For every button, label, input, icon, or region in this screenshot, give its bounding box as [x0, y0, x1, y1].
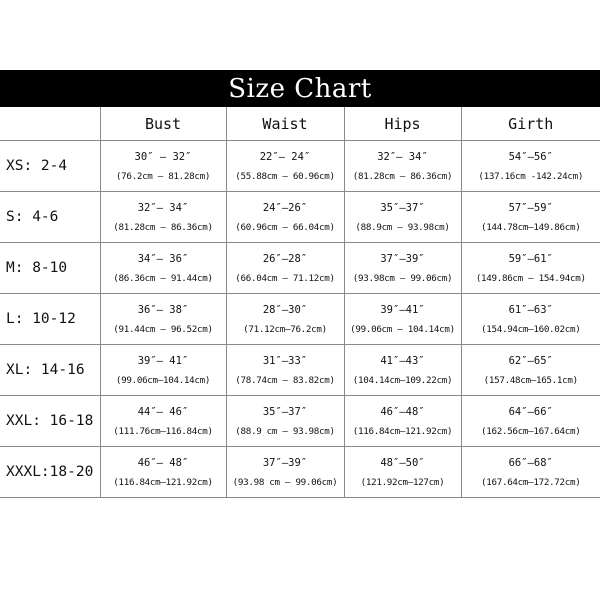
waist-cell — [226, 447, 344, 498]
inch-range: 66″–68″ — [508, 456, 553, 469]
table-row — [0, 192, 600, 243]
cm-range: (88.9cm – 93.98cm) — [355, 221, 450, 233]
inch-range: 62″–65″ — [508, 354, 553, 367]
inch-range: 57″–59″ — [508, 201, 553, 214]
table-row — [0, 396, 600, 447]
chart-title: Size Chart — [0, 70, 600, 107]
cm-range: (137.16cm -142.24cm) — [478, 170, 584, 182]
hips-cell — [344, 192, 461, 243]
waist-cell — [226, 243, 344, 294]
bust-cell — [100, 447, 226, 498]
inch-range: 39″–41″ — [380, 303, 425, 316]
inch-range: 36″– 38″ — [137, 303, 189, 316]
bust-cell — [100, 396, 226, 447]
table-header-row — [0, 107, 600, 141]
girth-cell — [461, 192, 600, 243]
inch-range: 31″–33″ — [262, 354, 308, 367]
cm-range: (104.14cm–109.22cm) — [352, 374, 453, 386]
cm-range: (116.84cm–121.92cm) — [352, 425, 453, 437]
header-waist: Waist — [226, 107, 344, 141]
size-label: S: 4-6 — [0, 192, 100, 243]
girth-cell — [461, 396, 600, 447]
hips-cell — [344, 447, 461, 498]
cm-range: (154.94cm–160.02cm) — [481, 323, 581, 335]
header-size — [0, 107, 100, 141]
size-label: XXXL:18-20 — [0, 447, 100, 498]
cm-range: (93.98 cm – 99.06cm) — [232, 476, 338, 488]
inch-range: 39″– 41″ — [137, 354, 189, 367]
waist-cell — [226, 192, 344, 243]
bust-cell — [100, 141, 226, 192]
girth-cell — [461, 294, 600, 345]
inch-range: 46″– 48″ — [137, 456, 189, 469]
cm-range: (91.44cm – 96.52cm) — [113, 323, 213, 335]
girth-cell — [461, 447, 600, 498]
inch-range: 35″–37″ — [262, 405, 308, 418]
size-table — [0, 107, 600, 498]
waist-cell — [226, 141, 344, 192]
inch-range: 37″–39″ — [380, 252, 425, 265]
cm-range: (93.98cm – 99.06cm) — [352, 272, 453, 284]
size-label: XS: 2-4 — [0, 141, 100, 192]
header-hips: Hips — [344, 107, 461, 141]
inch-range: 61″–63″ — [508, 303, 553, 316]
size-label: XXL: 16-18 — [0, 396, 100, 447]
inch-range: 32″– 34″ — [137, 201, 189, 214]
cm-range: (66.04cm – 71.12cm) — [235, 272, 335, 284]
inch-range: 26″–28″ — [262, 252, 308, 265]
size-label: M: 8-10 — [0, 243, 100, 294]
size-chart — [0, 70, 600, 498]
inch-range: 48″–50″ — [380, 456, 425, 469]
cm-range: (149.86cm – 154.94cm) — [475, 272, 586, 284]
inch-range: 59″–61″ — [508, 252, 553, 265]
bust-cell — [100, 243, 226, 294]
header-bust: Bust — [100, 107, 226, 141]
hips-cell — [344, 345, 461, 396]
cm-range: (86.36cm – 91.44cm) — [113, 272, 213, 284]
bust-cell — [100, 345, 226, 396]
table-row — [0, 294, 600, 345]
cm-range: (71.12cm–76.2cm) — [243, 323, 327, 335]
inch-range: 44″– 46″ — [137, 405, 189, 418]
girth-cell — [461, 243, 600, 294]
cm-range: (76.2cm – 81.28cm) — [115, 170, 211, 182]
cm-range: (121.92cm–127cm) — [360, 476, 445, 488]
inch-range: 28″–30″ — [262, 303, 308, 316]
bust-cell — [100, 294, 226, 345]
cm-range: (99.06cm – 104.14cm) — [350, 323, 455, 335]
cm-range: (162.56cm–167.64cm) — [481, 425, 581, 437]
inch-range: 30″ – 32″ — [134, 150, 192, 163]
cm-range: (81.28cm – 86.36cm) — [352, 170, 453, 182]
inch-range: 54″–56″ — [508, 150, 553, 163]
inch-range: 46″–48″ — [380, 405, 425, 418]
table-row — [0, 447, 600, 498]
hips-cell — [344, 294, 461, 345]
inch-range: 41″–43″ — [380, 354, 425, 367]
waist-cell — [226, 294, 344, 345]
cm-range: (144.78cm–149.86cm) — [481, 221, 581, 233]
cm-range: (167.64cm–172.72cm) — [481, 476, 581, 488]
girth-cell — [461, 141, 600, 192]
cm-range: (78.74cm – 83.82cm) — [235, 374, 335, 386]
inch-range: 64″–66″ — [508, 405, 553, 418]
bust-cell — [100, 192, 226, 243]
header-girth: Girth — [461, 107, 600, 141]
cm-range: (157.48cm–165.1cm) — [483, 374, 578, 386]
table-row — [0, 141, 600, 192]
cm-range: (116.84cm–121.92cm) — [113, 476, 213, 488]
inch-range: 37″–39″ — [262, 456, 308, 469]
inch-range: 22″– 24″ — [259, 150, 311, 163]
hips-cell — [344, 396, 461, 447]
cm-range: (60.96cm – 66.04cm) — [235, 221, 335, 233]
table-row — [0, 243, 600, 294]
cm-range: (99.06cm–104.14cm) — [115, 374, 211, 386]
inch-range: 24″–26″ — [262, 201, 308, 214]
waist-cell — [226, 345, 344, 396]
inch-range: 32″– 34″ — [377, 150, 428, 163]
size-label: XL: 14-16 — [0, 345, 100, 396]
cm-range: (88.9 cm – 93.98cm) — [235, 425, 335, 437]
hips-cell — [344, 243, 461, 294]
girth-cell — [461, 345, 600, 396]
cm-range: (81.28cm – 86.36cm) — [113, 221, 213, 233]
table-row — [0, 345, 600, 396]
inch-range: 34″– 36″ — [137, 252, 189, 265]
cm-range: (55.88cm – 60.96cm) — [235, 170, 335, 182]
inch-range: 35″–37″ — [380, 201, 425, 214]
waist-cell — [226, 396, 344, 447]
size-label: L: 10-12 — [0, 294, 100, 345]
hips-cell — [344, 141, 461, 192]
cm-range: (111.76cm–116.84cm) — [113, 425, 213, 437]
